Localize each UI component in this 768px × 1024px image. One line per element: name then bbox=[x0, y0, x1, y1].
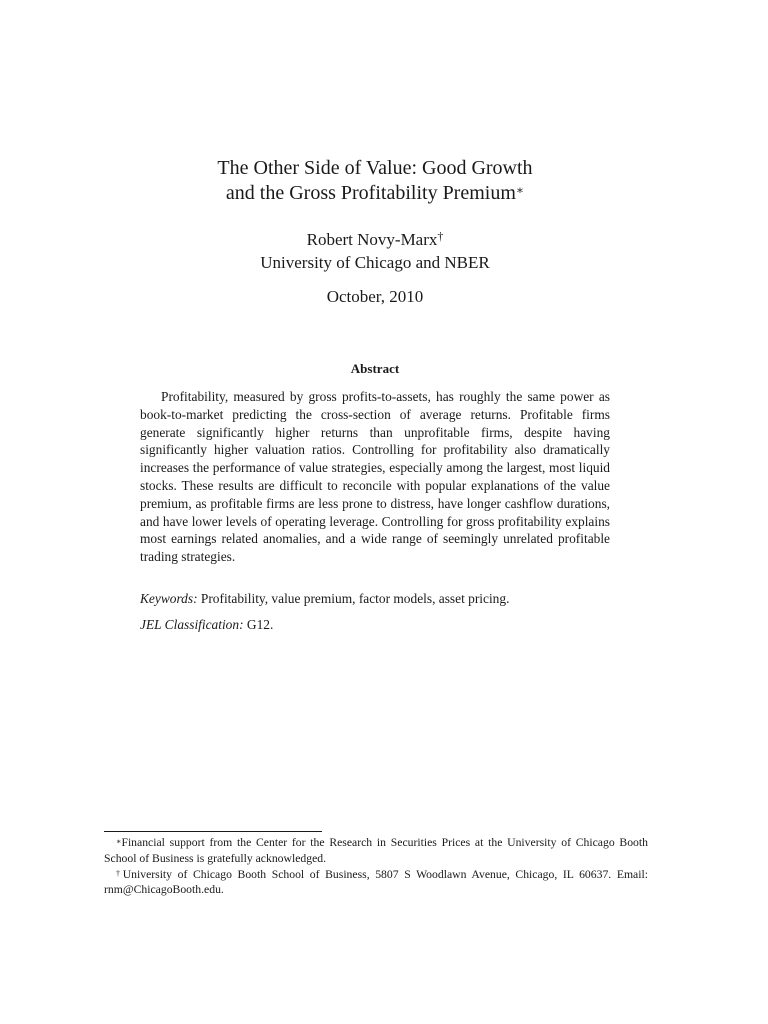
author-footnote-mark: † bbox=[437, 229, 444, 243]
jel-value: G12. bbox=[246, 617, 274, 632]
footnote-funding bbox=[104, 835, 648, 867]
paper-date: October, 2010 bbox=[326, 287, 424, 306]
keywords-line bbox=[140, 590, 620, 608]
title-line-2-text: and the Gross Profitability Premium bbox=[225, 182, 516, 204]
abstract-heading: Abstract bbox=[350, 361, 400, 376]
title-footnote-mark: ∗ bbox=[515, 183, 525, 197]
author-name-line bbox=[0, 228, 750, 251]
title-line-1: The Other Side of Value: Good Growth bbox=[217, 157, 533, 179]
footnote-1-mark: ∗ bbox=[116, 837, 122, 846]
footnotes bbox=[104, 835, 648, 898]
jel-line bbox=[140, 616, 620, 634]
footnote-2-mark: † bbox=[116, 868, 123, 878]
footnote-2-text: University of Chicago Booth School of Business, 5807 S Woodlawn Avenue, Chicago, IL 60637. Email: rnm@ChicagoBooth.edu. bbox=[104, 867, 648, 897]
abstract-body: Profitability, measured by gross profits-to-assets, has roughly the same power as book-to-market predicting the cross-section of average returns. Profitable firms generate significantly higher returns than unprofitable firms, despite having significantly higher valuation ratios. Controlling for profitability also dramatically increases the performance of value strategies, especially among the largest, most liquid stocks. These results are difficult to reconcile with popular explanations of the value premium, as profitable firms are less prone to distress, have longer cashflow durations, and have lower levels of operating leverage. Controlling for gross profitability explains most earnings related anomalies, and a wide range of seemingly unrelated profitable trading strategies. bbox=[140, 389, 610, 565]
footnote-address bbox=[104, 867, 648, 899]
footnote-divider bbox=[104, 831, 322, 832]
keywords-label: Keywords: bbox=[140, 591, 198, 606]
jel-label: JEL Classification: bbox=[140, 617, 244, 632]
paper-title bbox=[0, 156, 750, 206]
title-line-2 bbox=[0, 181, 750, 206]
keywords-value: Profitability, value premium, factor models, asset pricing. bbox=[200, 591, 510, 606]
author-affiliation: University of Chicago and NBER bbox=[260, 253, 490, 272]
author-block bbox=[0, 228, 750, 274]
author-name: Robert Novy-Marx bbox=[306, 230, 438, 249]
footnote-1-text: Financial support from the Center for the Research in Securities Prices at the University of Chicago Booth School of Business is gratefully acknowledged. bbox=[104, 836, 648, 865]
